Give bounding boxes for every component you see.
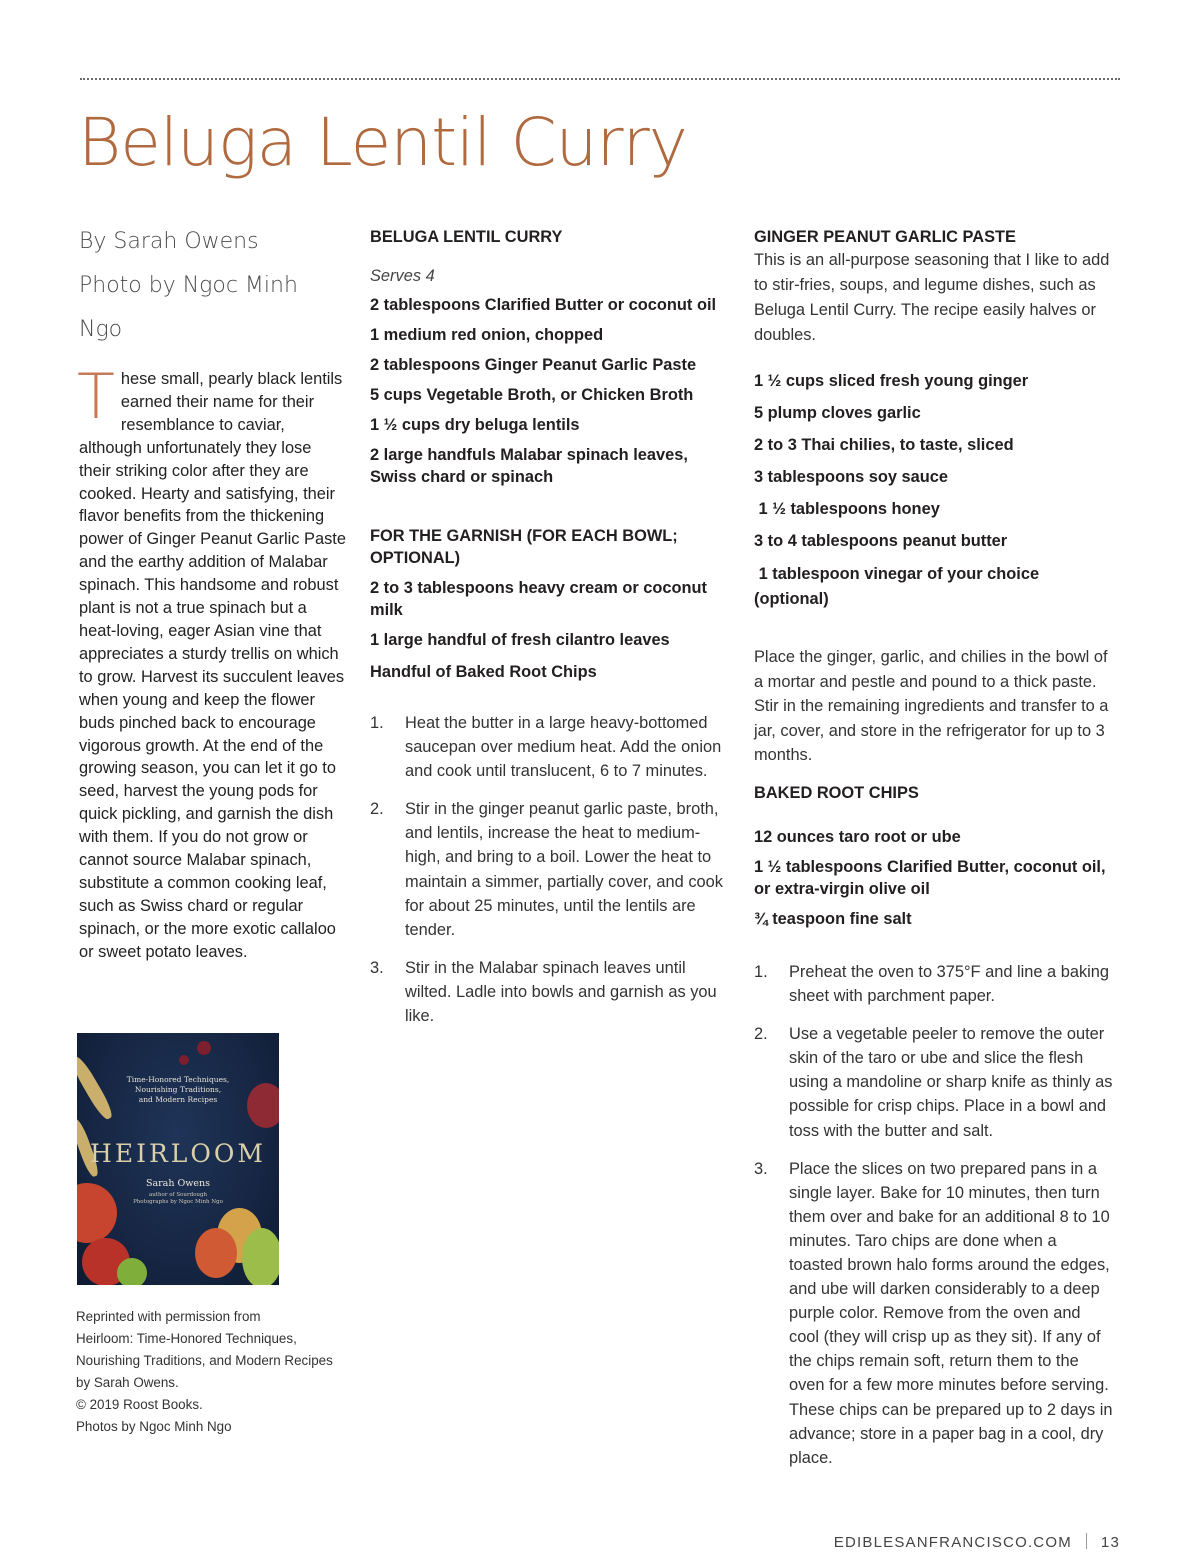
article-title: Beluga Lentil Curry [78,104,687,181]
garnish-item: 1 large handful of fresh cilantro leaves [370,631,670,649]
byline-photo: Photo by Ngoc Minh Ngo [79,273,298,342]
top-dotted-rule [80,78,1120,80]
ingredient-item: 1 medium red onion, chopped [370,326,604,344]
ingredient-item: 2 tablespoons Clarified Butter or coconut oil [370,296,717,314]
ingredient-item: 3 tablespoons soy sauce [754,468,949,486]
ingredient-item: 1 ½ cups dry beluga lentils [370,416,580,434]
byline-author: By Sarah Owens [79,229,259,254]
curry-recipe-column [370,226,732,1028]
ingredient-item: 2 tablespoons Ginger Peanut Garlic Paste [370,356,697,374]
reprint-credit: Reprinted with permission from Heirloom: Time-Honored Techniques, Nourishing Traditions, and Modern Recipes by Sarah Owens. © 2019 Roost Books. Photos by Ngoc Minh Ngo [76,1309,333,1434]
chips-steps [754,960,1114,1470]
step-item: 2. Use a vegetable peeler to remove the outer skin of the taro or ube and slice the flesh using a mandoline or sharp knife as thinly as possible for crisp chips. Place in a bowl and toss with the butter and salt. [754,1025,1113,1140]
intro-column [79,220,347,964]
garnish-heading: FOR THE GARNISH (FOR EACH BOWL; OPTIONAL) [370,527,678,567]
book-cover-image [77,1033,279,1285]
ingredient-item: 5 plump cloves garlic [754,404,921,422]
drop-cap: T [77,360,115,433]
paste-and-chips-column [754,226,1114,1470]
intro-text: hese small, pearly black lentils earned their name for their resemblance to caviar, although unfortunately they lose their striking color after they are cooked. Hearty and satisfying, their flavor benefits from the thickening power of Ginger Peanut Garlic Paste and the earthy addition of Malabar spinach. This handsome and robust plant is not a true spinach but a heat-loving, eager Asian vine that appreciates a sturdy trellis on which to grow. Harvest its succulent leaves when young and keep the flower buds pinched back to encourage vigorous growth. At the end of the growing season, you can let it go to seed, harvest the young pods for quick pickling, and garnish the dish with them. If you do not grow or cannot source Malabar spinach, substitute a common cooking leaf, such as Swiss chard or regular spinach, or the more exotic callaloo or sweet potato leaves. [79,370,346,961]
serves-label: Serves 4 [370,267,435,285]
footer-site: EDIBLESANFRANCISCO.COM [833,1534,1072,1551]
ingredient-item: 3 to 4 tablespoons peanut butter [754,532,1008,550]
ingredient-item: ¾ teaspoon fine salt [754,909,912,928]
step-item: 3. Place the slices on two prepared pans in a single layer. Bake for 10 minutes, then turn them over and bake for an additional 8 to 10 minutes. Taro chips are done when a toasted brown halo forms around the edges, and ube will darken considerably to a deep purple color. Remove from the oven and cool (they will crisp up as they sit). If any of the chips remain soft, return them to the oven for a few more minutes before serving. These chips can be prepared up to 2 days in advance; store in a paper bag in a cool, dry place. [754,1159,1113,1467]
chips-ingredient-list [754,826,1114,930]
book-cover-title: HEIRLOOM [90,1139,266,1168]
page-number: 13 [1100,1534,1120,1551]
garnish-item: 2 to 3 tablespoons heavy cream or coconut milk [370,579,708,619]
book-cover-subtitle: Time-Honored Techniques, Nourishing Traditions, and Modern Recipes [126,1075,230,1104]
curry-steps [370,711,732,1028]
step-item: 3. Stir in the Malabar spinach leaves until wilted. Ladle into bowls and garnish as you like. [370,958,717,1026]
ingredient-item: 1 tablespoon vinegar of your choice (optional) [754,565,1044,608]
curry-ingredient-list [370,294,732,488]
garnish-list [370,577,732,683]
paste-intro: This is an all-purpose seasoning that I like to add to stir-fries, soups, and legume dishes, such as Beluga Lentil Curry. The recipe easily halves or doubles. [754,251,1110,344]
step-item: 1. Heat the butter in a large heavy-bottomed saucepan over medium heat. Add the onion and cook until translucent, 6 to 7 minutes. [370,714,722,781]
page-footer [834,1533,1120,1551]
ingredient-item: 2 large handfuls Malabar spinach leaves, Swiss chard or spinach [370,446,688,486]
paste-heading: GINGER PEANUT GARLIC PASTE [754,228,1016,246]
ingredient-item: 1 ½ tablespoons honey [754,500,940,518]
ingredient-item: 2 to 3 Thai chilies, to taste, sliced [754,436,1014,454]
ingredient-item: 1 ½ tablespoons Clarified Butter, coconut oil, or extra-virgin olive oil [754,857,1106,898]
book-cover-author-note: author of Sourdough Photographs by Ngoc Minh Ngo [133,1192,223,1205]
intro-paragraph [77,360,347,964]
footer-divider [1086,1533,1087,1549]
chips-heading: BAKED ROOT CHIPS [754,783,919,802]
ingredient-item: 12 ounces taro root or ube [754,827,961,846]
ingredient-item: 1 ½ cups sliced fresh young ginger [754,372,1029,390]
garnish-item: Handful of Baked Root Chips [370,663,597,681]
step-item: 2. Stir in the ginger peanut garlic paste, broth, and lentils, increase the heat to medium-high, and bring to a boil. Lower the heat to maintain a simmer, partially cover, and cook for about 25 minutes, until the lentils are tender. [370,800,723,939]
paste-ingredient-list [754,370,1114,612]
book-cover-author: Sarah Owens [145,1178,211,1189]
paste-method: Place the ginger, garlic, and chilies in the bowl of a mortar and pestle and pound to a thick paste. Stir in the remaining ingredients and transfer to a jar, cover, and store in the refrigerator for up to 3 months. [754,648,1109,765]
ingredient-item: 5 cups Vegetable Broth, or Chicken Broth [370,386,694,404]
curry-heading: BELUGA LENTIL CURRY [370,228,563,246]
step-item: 1. Preheat the oven to 375°F and line a baking sheet with parchment paper. [754,962,1110,1006]
